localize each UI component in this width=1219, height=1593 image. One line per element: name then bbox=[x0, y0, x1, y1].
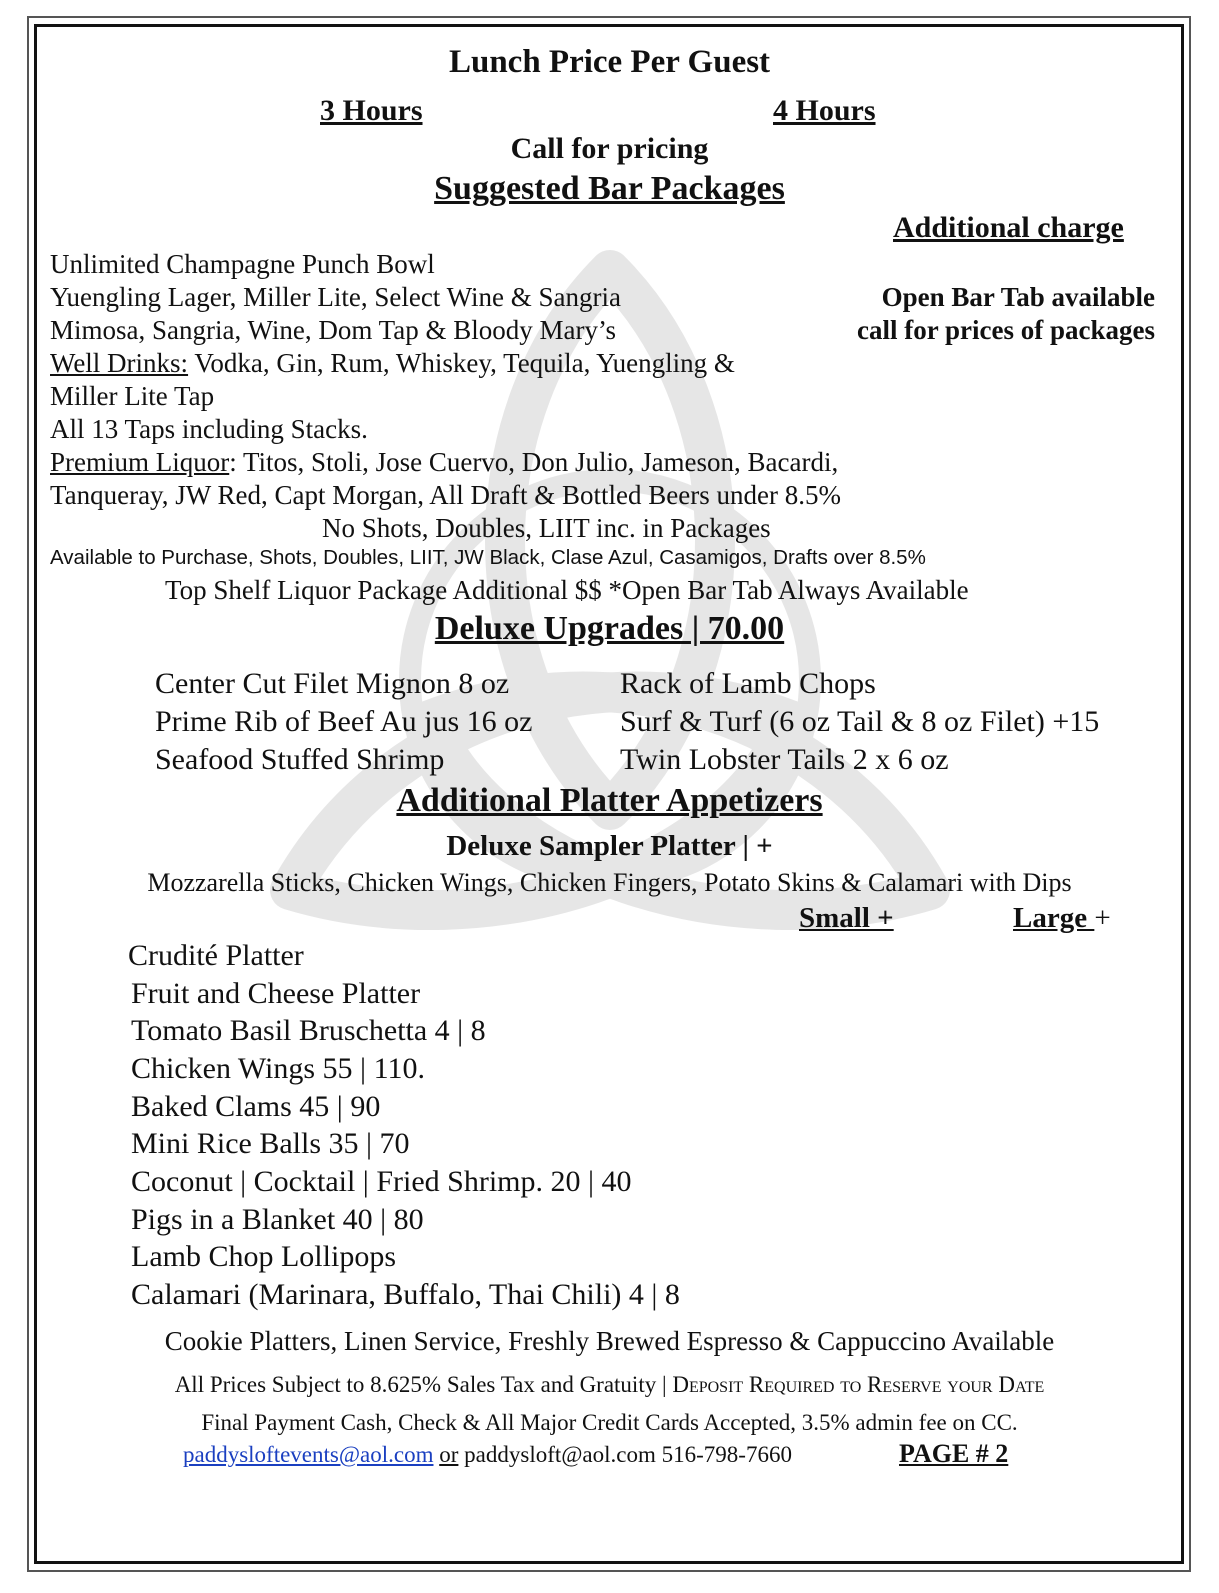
deluxe-upgrades-heading: Deluxe Upgrades | 70.00 bbox=[434, 610, 785, 647]
call-for-pricing: Call for pricing bbox=[510, 132, 709, 165]
open-bar-line-2: call for prices of packages bbox=[857, 315, 1155, 345]
platter-item-bruschetta: Tomato Basil Bruschetta 4 | 8 bbox=[131, 1014, 486, 1047]
small-size-heading: Small + bbox=[799, 902, 894, 934]
open-bar-line-1: Open Bar Tab available bbox=[881, 282, 1155, 312]
email-phone-text: paddysloft@aol.com 516-798-7660 bbox=[458, 1442, 792, 1467]
platter-item-chicken-wings: Chicken Wings 55 | 110. bbox=[131, 1052, 425, 1085]
top-shelf-note: Top Shelf Liquor Package Additional $$ *Open Bar Tab Always Available bbox=[165, 575, 969, 605]
page-number: PAGE # 2 bbox=[899, 1439, 1009, 1468]
large-size-heading bbox=[1013, 904, 1111, 933]
bar-package-1: Unlimited Champagne Punch Bowl bbox=[50, 249, 435, 279]
three-hours-heading: 3 Hours bbox=[320, 94, 423, 127]
well-drinks-text: Vodka, Gin, Rum, Whiskey, Tequila, Yuengling & bbox=[188, 348, 735, 378]
deluxe-item-filet: Center Cut Filet Mignon 8 oz bbox=[155, 667, 510, 700]
platter-item-rice-balls: Mini Rice Balls 35 | 70 bbox=[131, 1127, 410, 1160]
well-drinks-continued: Miller Lite Tap bbox=[50, 381, 215, 411]
bar-packages-heading: Suggested Bar Packages bbox=[434, 170, 785, 207]
four-hours-heading: 4 Hours bbox=[773, 94, 876, 127]
deluxe-item-lamb-chops: Rack of Lamb Chops bbox=[620, 667, 876, 700]
platter-item-pigs-blanket: Pigs in a Blanket 40 | 80 bbox=[131, 1203, 424, 1236]
platter-appetizers-heading: Additional Platter Appetizers bbox=[396, 782, 823, 819]
platter-item-crudite: Crudité Platter bbox=[128, 939, 304, 972]
deluxe-item-surf-turf: Surf & Turf (6 oz Tail & 8 oz Filet) +15 bbox=[620, 705, 1100, 738]
premium-liquor-line bbox=[50, 449, 838, 476]
sampler-platter-description: Mozzarella Sticks, Chicken Wings, Chicken Fingers, Potato Skins & Calamari with Dips bbox=[147, 868, 1072, 897]
deluxe-item-lobster-tails: Twin Lobster Tails 2 x 6 oz bbox=[620, 743, 949, 776]
tax-note: All Prices Subject to 8.625% Sales Tax and Gratuity | bbox=[174, 1372, 673, 1397]
deposit-note: Deposit Required to Reserve your Date bbox=[672, 1372, 1045, 1397]
contact-or: or bbox=[439, 1442, 459, 1467]
large-size-plus: + bbox=[1094, 902, 1111, 934]
deluxe-item-prime-rib: Prime Rib of Beef Au jus 16 oz bbox=[155, 705, 533, 738]
well-drinks-label: Well Drinks: bbox=[50, 348, 189, 378]
bar-package-2: Yuengling Lager, Miller Lite, Select Wine & Sangria bbox=[50, 282, 621, 312]
premium-liquor-label: Premium Liquor bbox=[50, 447, 230, 477]
platter-item-fruit-cheese: Fruit and Cheese Platter bbox=[131, 977, 421, 1010]
no-shots-note: No Shots, Doubles, LIIT inc. in Packages bbox=[322, 513, 771, 543]
cookie-platters-note: Cookie Platters, Linen Service, Freshly Brewed Espresso & Cappuccino Available bbox=[164, 1326, 1055, 1356]
payment-note: Final Payment Cash, Check & All Major Credit Cards Accepted, 3.5% admin fee on CC. bbox=[201, 1410, 1018, 1435]
platter-item-lamb-lollipops: Lamb Chop Lollipops bbox=[131, 1240, 396, 1273]
additional-charge-heading: Additional charge bbox=[893, 211, 1124, 244]
sampler-platter-heading: Deluxe Sampler Platter | + bbox=[446, 830, 773, 862]
contact-line bbox=[183, 1443, 792, 1466]
page-title: Lunch Price Per Guest bbox=[448, 44, 771, 80]
email-link-events[interactable]: paddysloftevents@aol.com bbox=[183, 1442, 434, 1467]
platter-item-shrimp: Coconut | Cocktail | Fried Shrimp. 20 | 40 bbox=[131, 1165, 632, 1198]
premium-liquor-text: : Titos, Stoli, Jose Cuervo, Don Julio, Jameson, Bacardi, bbox=[229, 447, 839, 477]
well-drinks-line bbox=[50, 350, 735, 377]
bar-package-3: Mimosa, Sangria, Wine, Dom Tap & Bloody Mary’s bbox=[50, 315, 616, 345]
large-size-label: Large bbox=[1013, 902, 1095, 934]
platter-item-calamari: Calamari (Marinara, Buffalo, Thai Chili) 4 | 8 bbox=[131, 1278, 680, 1311]
premium-liquor-continued: Tanqueray, JW Red, Capt Morgan, All Draft & Bottled Beers under 8.5% bbox=[50, 480, 841, 510]
deluxe-item-stuffed-shrimp: Seafood Stuffed Shrimp bbox=[155, 743, 445, 776]
platter-item-baked-clams: Baked Clams 45 | 90 bbox=[131, 1090, 381, 1123]
tax-deposit-note bbox=[0, 1373, 1219, 1396]
available-to-purchase-note: Available to Purchase, Shots, Doubles, LIIT, JW Black, Clase Azul, Casamigos, Drafts over 8.5% bbox=[50, 546, 926, 569]
all-taps-line: All 13 Taps including Stacks. bbox=[50, 414, 368, 444]
